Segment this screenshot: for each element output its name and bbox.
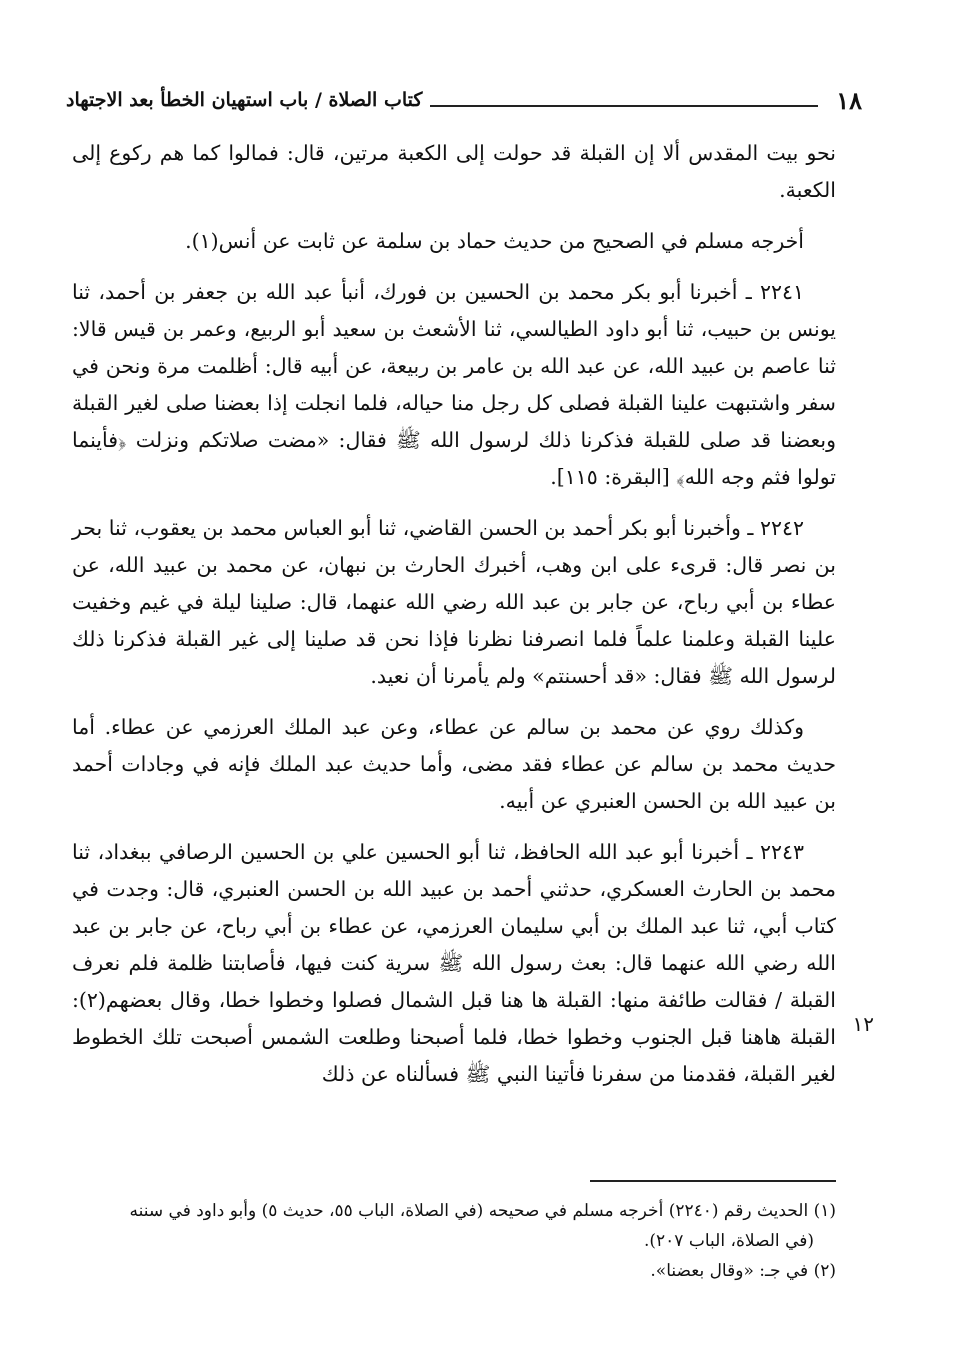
paragraph: وكذلك روي عن محمد بن سالم عن عطاء، وعن عبد الملك العرزمي عن عطاء. أما حديث محمد بن سالم عن عطاء فقد مضى، وأما حديث عبد الملك فإنه في وجادات أحمد بن عبيد الله بن الحسن العنبري عن أبيه.: [72, 715, 836, 813]
page-header: [66, 82, 862, 118]
paragraph: نحو بيت المقدس ألا إن القبلة قد حولت إلى الكعبة مرتين، قال: فمالوا كما هم ركوع إلى الكعبة.: [72, 141, 836, 202]
footnote: (١) الحديث رقم (٢٢٤٠) أخرجه مسلم في صحيحه (في الصلاة، الباب ٥٥، حديث ٥) وأبو داود في سننه: [129, 1201, 836, 1221]
footnote: (٢) في جـ: «وقال بعضنا».: [650, 1261, 836, 1281]
paragraph: أخرجه مسلم في الصحيح من حديث حماد بن سلمة عن ثابت عن أنس(١).: [185, 229, 804, 253]
hadith-2243: ٢٢٤٣ ـ أخبرنا أبو عبد الله الحافظ، ثنا أبو الحسين علي بن الحسين الرصافي ببغداد، ثنا محمد بن الحارث العسكري، حدثني أحمد بن عبيد الله بن الحسن العنبري، قال: وجدت في كتاب أبي، ثنا عبد الملك بن أبي سليمان العرزمي، عن عطاء بن أبي رباح، عن جابر بن عبد الله رضي الله عنهما قال: بعث رسول الله ﷺ سرية كنت فيها، فأصابتنا ظلمة فلم نعرف القبلة / فقالت طائفة منها: القبلة ها هنا قبل الشمال فصلوا وخطوا خطا، وقال بعضهم(٢): القبلة هاهنا قبل الجنوب وخطوا خطا، فلما أصبحنا وطلعت الشمس أصبحت تلك الخطوط لغير القبلة، فقدمنا من سفرنا فأتينا النبي ﷺ فسألناه عن ذلك: [72, 840, 836, 1086]
main-text: [72, 135, 836, 1107]
header-rule: [430, 105, 818, 107]
footnote-continuation: (في الصلاة، الباب ٢٠٧).: [644, 1231, 814, 1251]
footnote-separator: [590, 1180, 836, 1182]
page-number: ١٨: [836, 85, 862, 115]
running-title: كتاب الصلاة / باب استهيان الخطأ بعد الاجتهاد: [66, 89, 423, 111]
hadith-2241: ٢٢٤١ ـ أخبرنا أبو بكر محمد بن الحسين بن فورك، أنبأ عبد الله بن جعفر بن أحمد، ثنا يونس بن حبيب، ثنا أبو داود الطيالسي، ثنا الأشعث بن سعيد أبو الربيع، وعمر بن قيس قالا: ثنا عاصم بن عبيد الله، عن عبد الله بن عامر بن ربيعة، عن أبيه قال: أظلمت مرة ونحن في سفر واشتبهت علينا القبلة فصلى كل رجل منا حياله، فلما انجلت إذا بعضنا صلى لغير القبلة وبعضنا قد صلى للقبلة فذكرنا ذلك لرسول الله ﷺ فقال: «مضت صلاتكم ونزلت ﴿فأينما تولوا فثم وجه الله﴾ [البقرة: ١١٥].: [72, 280, 836, 489]
footnotes: [72, 1196, 836, 1286]
hadith-2242: ٢٢٤٢ ـ وأخبرنا أبو بكر أحمد بن الحسن القاضي، ثنا أبو العباس محمد بن يعقوب، ثنا بحر بن نصر قال: قرىء على ابن وهب، أخبرك الحارث بن نبهان، عن محمد بن عبيد الله، عن عطاء بن أبي رباح، عن جابر بن عبد الله رضي الله عنهما، قال: صلينا ليلة في غيم وخفيت علينا القبلة وعلمنا علماً فلما انصرفنا نظرنا فإذا نحن قد صلينا إلى غير القبلة فذكرنا ذلك لرسول الله ﷺ فقال: «قد أحسنتم» ولم يأمرنا أن نعيد.: [72, 516, 836, 688]
margin-page-marker: ١٢: [852, 1012, 874, 1036]
